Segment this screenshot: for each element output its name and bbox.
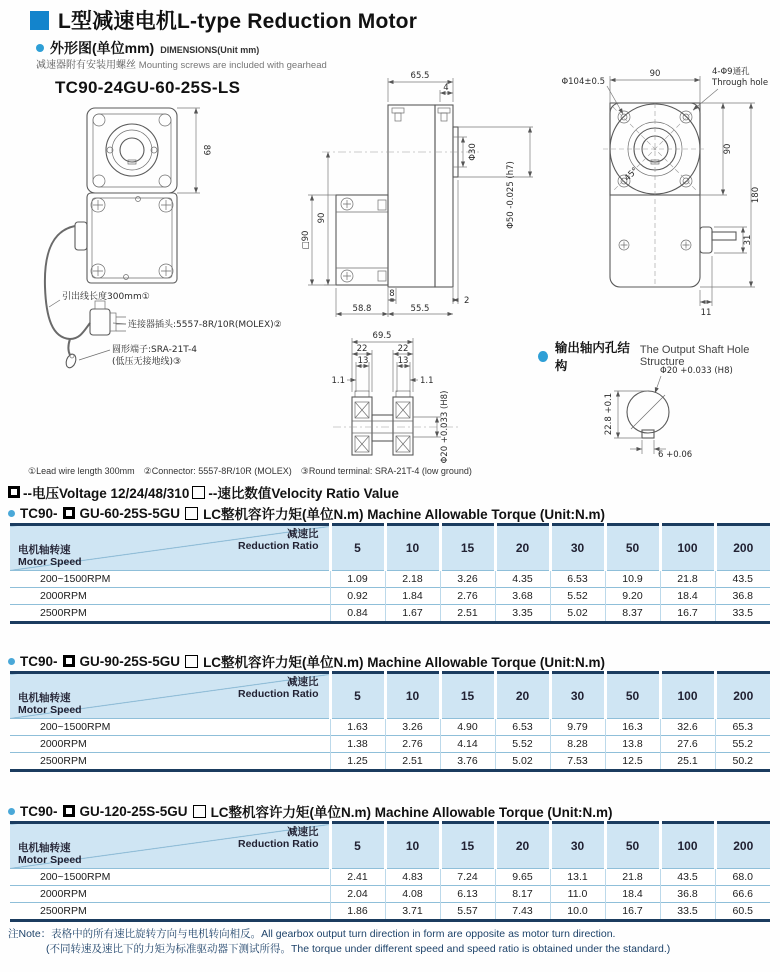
ratio-header: 20 — [495, 823, 550, 869]
torque-value-cell: 2.51 — [440, 605, 495, 623]
table-corner-cell — [10, 673, 330, 719]
motor-speed-cell: 2500RPM — [10, 903, 330, 921]
torque-table-120 — [10, 821, 770, 922]
torque-value-cell: 50.2 — [715, 753, 770, 771]
title-model-mid: GU-120-25S-5GU — [79, 803, 188, 819]
torque-value-cell: 2.76 — [385, 736, 440, 753]
torque-value-cell: 5.02 — [495, 753, 550, 771]
torque-value-cell: 43.5 — [660, 869, 715, 886]
torque-value-cell: 5.57 — [440, 903, 495, 921]
torque-value-cell: 66.6 — [715, 886, 770, 903]
dim-55-5: 55.5 — [410, 304, 430, 314]
front-view-drawing — [18, 95, 308, 395]
ratio-header: 50 — [605, 673, 660, 719]
torque-value-cell: 4.90 — [440, 719, 495, 736]
torque-value-cell: 13.1 — [550, 869, 605, 886]
title-rest: LC整机容许力矩(单位N.m) Machine Allowable Torque (Unit:N.m) — [203, 507, 606, 522]
corner-ratio-en: Reduction Ratio — [238, 688, 319, 701]
dim-phi20-hole: Φ20 +0.033 (H8) — [660, 366, 733, 376]
torque-value-cell: 3.26 — [440, 571, 495, 588]
torque-value-cell: 65.3 — [715, 719, 770, 736]
dimensions-heading-zh: 外形图(单位mm) — [50, 40, 155, 56]
bullet-icon — [8, 808, 15, 815]
ratio-header: 50 — [605, 823, 660, 869]
title-rest: LC整机容许力矩(单位N.m) Machine Allowable Torque (Unit:N.m) — [203, 655, 606, 670]
terminal-label-2: (低压无接地线)③ — [112, 357, 182, 367]
dim-4: 4 — [443, 83, 449, 93]
terminal-label-1: 圆形端子:SRA-21T-4 — [112, 345, 197, 355]
dim-phi30: Φ30 — [468, 143, 478, 161]
dim-180: 180 — [751, 186, 761, 204]
torque-value-cell: 18.4 — [605, 886, 660, 903]
torque-value-cell: 4.08 — [385, 886, 440, 903]
torque-table-60 — [10, 523, 770, 624]
ratio-header: 20 — [495, 673, 550, 719]
dim-phi104: Φ104±0.5 — [561, 77, 605, 87]
torque-value-cell: 7.53 — [550, 753, 605, 771]
torque-value-cell: 33.5 — [715, 605, 770, 623]
ratio-header: 200 — [715, 673, 770, 719]
voltage-square-icon — [63, 655, 75, 667]
dim-89: 89 — [201, 144, 211, 156]
torque-value-cell: 43.5 — [715, 571, 770, 588]
torque-value-cell: 11.0 — [550, 886, 605, 903]
motor-speed-cell: 2000RPM — [10, 588, 330, 605]
voltage-square-icon — [63, 805, 75, 817]
torque-value-cell: 6.53 — [550, 571, 605, 588]
table-title-60 — [8, 503, 605, 523]
torque-value-cell: 60.5 — [715, 903, 770, 921]
corner-speed-zh: 电机轴转速 — [18, 691, 71, 704]
corner-speed-en: Motor Speed — [18, 555, 82, 568]
connector-plug — [90, 301, 126, 335]
torque-value-cell: 1.09 — [330, 571, 385, 588]
torque-table-90 — [10, 671, 770, 772]
dim-13-left: 13 — [357, 356, 369, 366]
corner-speed-zh: 电机轴转速 — [18, 543, 71, 556]
header-square-icon — [30, 11, 49, 30]
motor-speed-cell: 2500RPM — [10, 753, 330, 771]
side-view-drawing — [300, 60, 535, 322]
torque-value-cell: 8.28 — [550, 736, 605, 753]
round-terminal — [64, 353, 77, 369]
ratio-header: 20 — [495, 525, 550, 571]
title-rest: LC整机容许力矩(单位N.m) Machine Allowable Torque (Unit:N.m) — [210, 805, 613, 820]
torque-value-cell: 2.18 — [385, 571, 440, 588]
table-row — [10, 886, 770, 903]
corner-speed-zh: 电机轴转速 — [18, 841, 71, 854]
bullet-icon — [538, 351, 548, 362]
corner-ratio-zh: 减速比 — [287, 826, 319, 838]
torque-value-cell: 9.65 — [495, 869, 550, 886]
torque-value-cell: 21.8 — [605, 869, 660, 886]
table-corner-cell — [10, 525, 330, 571]
corner-ratio-zh: 减速比 — [287, 676, 319, 688]
torque-value-cell: 32.6 — [660, 719, 715, 736]
torque-value-cell: 4.83 — [385, 869, 440, 886]
dim-sq90: □90 — [301, 230, 311, 250]
torque-value-cell: 2.51 — [385, 753, 440, 771]
gearbox-side-screws — [341, 198, 386, 282]
dim-22-8: 22.8 +0.1 — [604, 392, 614, 436]
dim-58-8: 58.8 — [352, 304, 372, 314]
mounting-note — [36, 56, 327, 71]
ratio-header: 200 — [715, 525, 770, 571]
torque-value-cell: 5.02 — [550, 605, 605, 623]
ratio-square-icon — [185, 507, 198, 520]
ratio-header: 15 — [440, 673, 495, 719]
model-number: TC90-24GU-60-25S-LS — [55, 78, 241, 97]
lead-wire — [45, 226, 75, 339]
table-row — [10, 719, 770, 736]
bullet-icon — [8, 510, 15, 517]
dim-phi20-section: Φ20 +0.033 (H8) — [440, 390, 450, 464]
page-title: L型减速电机L-type Reduction Motor — [58, 10, 418, 33]
table-row — [10, 736, 770, 753]
mounting-note-en: Mounting screws are included with gearhead — [138, 60, 327, 71]
torque-value-cell: 10.0 — [550, 903, 605, 921]
title-model-mid: GU-90-25S-5GU — [79, 653, 181, 669]
torque-value-cell: 55.2 — [715, 736, 770, 753]
table-row — [10, 753, 770, 771]
gearbox-screws — [91, 197, 173, 280]
note-line-2: (不同转速及速比下的力矩为标准驱动器下测试所得。The torque under different speed and speed ratio is obtained under the standard.) — [46, 943, 671, 955]
torque-value-cell: 4.35 — [495, 571, 550, 588]
torque-value-cell: 3.76 — [440, 753, 495, 771]
ratio-header: 100 — [660, 823, 715, 869]
torque-value-cell: 18.4 — [660, 588, 715, 605]
dim-31: 31 — [743, 234, 753, 246]
torque-value-cell: 21.8 — [660, 571, 715, 588]
dim-11: 11 — [700, 308, 712, 318]
corner-ratio-zh: 减速比 — [287, 528, 319, 540]
torque-value-cell: 0.92 — [330, 588, 385, 605]
corner-ratio-en: Reduction Ratio — [238, 838, 319, 851]
ratio-header: 100 — [660, 525, 715, 571]
ratio-header: 10 — [385, 823, 440, 869]
ratio-square-icon — [192, 486, 205, 499]
table-row — [10, 605, 770, 623]
ratio-header: 15 — [440, 823, 495, 869]
dim-1-1-right: 1.1 — [420, 376, 434, 386]
motor-speed-cell: 2000RPM — [10, 736, 330, 753]
table-row — [10, 869, 770, 886]
torque-value-cell: 0.84 — [330, 605, 385, 623]
motor-speed-cell: 200~1500RPM — [10, 869, 330, 886]
dim-8: 8 — [389, 289, 395, 299]
dim-90-right: 90 — [723, 143, 733, 155]
dim-90-side: 90 — [317, 212, 327, 224]
torque-value-cell: 3.35 — [495, 605, 550, 623]
motor-speed-cell: 2500RPM — [10, 605, 330, 623]
torque-value-cell: 1.63 — [330, 719, 385, 736]
shaft-section-drawing — [325, 328, 535, 463]
title-model-prefix: TC90- — [20, 653, 58, 669]
title-model-prefix: TC90- — [20, 505, 58, 521]
ratio-legend-text: --速比数值Velocity Ratio Value — [208, 486, 399, 501]
torque-value-cell: 36.8 — [715, 588, 770, 605]
torque-value-cell: 7.24 — [440, 869, 495, 886]
torque-value-cell: 1.84 — [385, 588, 440, 605]
ratio-header: 30 — [550, 673, 605, 719]
torque-value-cell: 2.41 — [330, 869, 385, 886]
mounting-note-zh: 减速器附有安装用螺丝 — [36, 60, 136, 71]
table-corner-cell — [10, 823, 330, 869]
torque-value-cell: 8.17 — [495, 886, 550, 903]
dim-phi50: Φ50 -0.025 (h7) — [506, 161, 516, 229]
table-title-90 — [8, 651, 605, 671]
motor-speed-cell: 200~1500RPM — [10, 719, 330, 736]
torque-value-cell: 3.71 — [385, 903, 440, 921]
torque-value-cell: 16.7 — [660, 605, 715, 623]
dim-2: 2 — [464, 296, 470, 306]
motor-speed-cell: 2000RPM — [10, 886, 330, 903]
ratio-header: 5 — [330, 525, 385, 571]
ratio-header: 100 — [660, 673, 715, 719]
ratio-square-icon — [193, 805, 206, 818]
table-row — [10, 571, 770, 588]
dim-22-right: 22 — [397, 344, 409, 354]
torque-value-cell: 33.5 — [660, 903, 715, 921]
torque-value-cell: 16.3 — [605, 719, 660, 736]
corner-speed-en: Motor Speed — [18, 853, 82, 866]
torque-value-cell: 5.52 — [495, 736, 550, 753]
dim-45deg: 45° — [622, 165, 641, 184]
torque-value-cell: 10.9 — [605, 571, 660, 588]
table-row — [10, 903, 770, 921]
torque-value-cell: 6.53 — [495, 719, 550, 736]
ratio-header: 30 — [550, 525, 605, 571]
torque-value-cell: 68.0 — [715, 869, 770, 886]
torque-value-cell: 1.67 — [385, 605, 440, 623]
dim-22-left: 22 — [356, 344, 368, 354]
dim-90-top: 90 — [649, 69, 661, 79]
torque-value-cell: 1.38 — [330, 736, 385, 753]
bullet-icon — [8, 658, 15, 665]
top-screws — [392, 108, 450, 121]
through-hole-label-zh: 4-Φ9通孔 — [712, 67, 750, 77]
lead-wire-label: 引出线长度300mm① — [62, 292, 150, 302]
ratio-header: 5 — [330, 823, 385, 869]
torque-value-cell: 5.52 — [550, 588, 605, 605]
torque-value-cell: 1.25 — [330, 753, 385, 771]
back-view-drawing — [535, 60, 780, 347]
motor-speed-cell: 200~1500RPM — [10, 571, 330, 588]
torque-value-cell: 4.14 — [440, 736, 495, 753]
output-shaft-heading-en: The Output Shaft Hole Structure — [639, 344, 750, 368]
torque-value-cell: 36.8 — [660, 886, 715, 903]
torque-value-cell: 3.26 — [385, 719, 440, 736]
torque-value-cell: 12.5 — [605, 753, 660, 771]
ratio-header: 200 — [715, 823, 770, 869]
through-hole-label-en: Through hole — [712, 78, 769, 88]
ratio-square-icon — [185, 655, 198, 668]
torque-value-cell: 16.7 — [605, 903, 660, 921]
voltage-square-icon — [8, 486, 20, 498]
torque-value-cell: 13.8 — [605, 736, 660, 753]
note-line-1: 注Note：表格中的所有速比旋转方向与电机转向相反。All gearbox output turn direction in form are opposite as motor turn direction. — [8, 928, 616, 940]
voltage-ratio-legend — [8, 482, 399, 502]
ratio-header: 30 — [550, 823, 605, 869]
dim-13-right: 13 — [397, 356, 409, 366]
torque-value-cell: 7.43 — [495, 903, 550, 921]
corner-ratio-en: Reduction Ratio — [238, 540, 319, 553]
page-header — [30, 5, 417, 35]
torque-value-cell: 9.20 — [605, 588, 660, 605]
ratio-header: 15 — [440, 525, 495, 571]
shaft-hole-drawing — [598, 362, 748, 462]
table-row — [10, 588, 770, 605]
ratio-header: 50 — [605, 525, 660, 571]
ratio-header: 10 — [385, 673, 440, 719]
ratio-header: 10 — [385, 525, 440, 571]
drawing-footnotes: ①Lead wire length 300mm ②Connector: 5557-8R/10R (MOLEX) ③Round terminal: SRA-21T-4 (low ground) — [28, 466, 472, 476]
ratio-header: 5 — [330, 673, 385, 719]
output-shaft-heading-zh: 输出轴内孔结构 — [554, 341, 630, 373]
torque-value-cell: 25.1 — [660, 753, 715, 771]
title-model-prefix: TC90- — [20, 803, 58, 819]
voltage-legend-text: --电压Voltage 12/24/48/310 — [23, 486, 190, 501]
dim-65-5: 65.5 — [410, 71, 430, 81]
bullet-icon — [36, 44, 44, 52]
torque-value-cell: 2.76 — [440, 588, 495, 605]
connector-label: 连接器插头:5557-8R/10R(MOLEX)② — [128, 320, 282, 330]
torque-value-cell: 6.13 — [440, 886, 495, 903]
torque-value-cell: 2.04 — [330, 886, 385, 903]
dim-69-5: 69.5 — [372, 331, 392, 341]
table-title-120 — [8, 801, 613, 821]
torque-value-cell: 27.6 — [660, 736, 715, 753]
torque-value-cell: 8.37 — [605, 605, 660, 623]
voltage-square-icon — [63, 507, 75, 519]
torque-value-cell: 9.79 — [550, 719, 605, 736]
dimensions-section-heading — [36, 38, 259, 58]
torque-value-cell: 1.86 — [330, 903, 385, 921]
title-model-mid: GU-60-25S-5GU — [79, 505, 181, 521]
dim-6: 6 +0.06 — [658, 450, 693, 460]
dim-1-1-left: 1.1 — [331, 376, 345, 386]
torque-value-cell: 3.68 — [495, 588, 550, 605]
corner-speed-en: Motor Speed — [18, 703, 82, 716]
dimensions-heading-en: DIMENSIONS(Unit mm) — [160, 45, 260, 55]
